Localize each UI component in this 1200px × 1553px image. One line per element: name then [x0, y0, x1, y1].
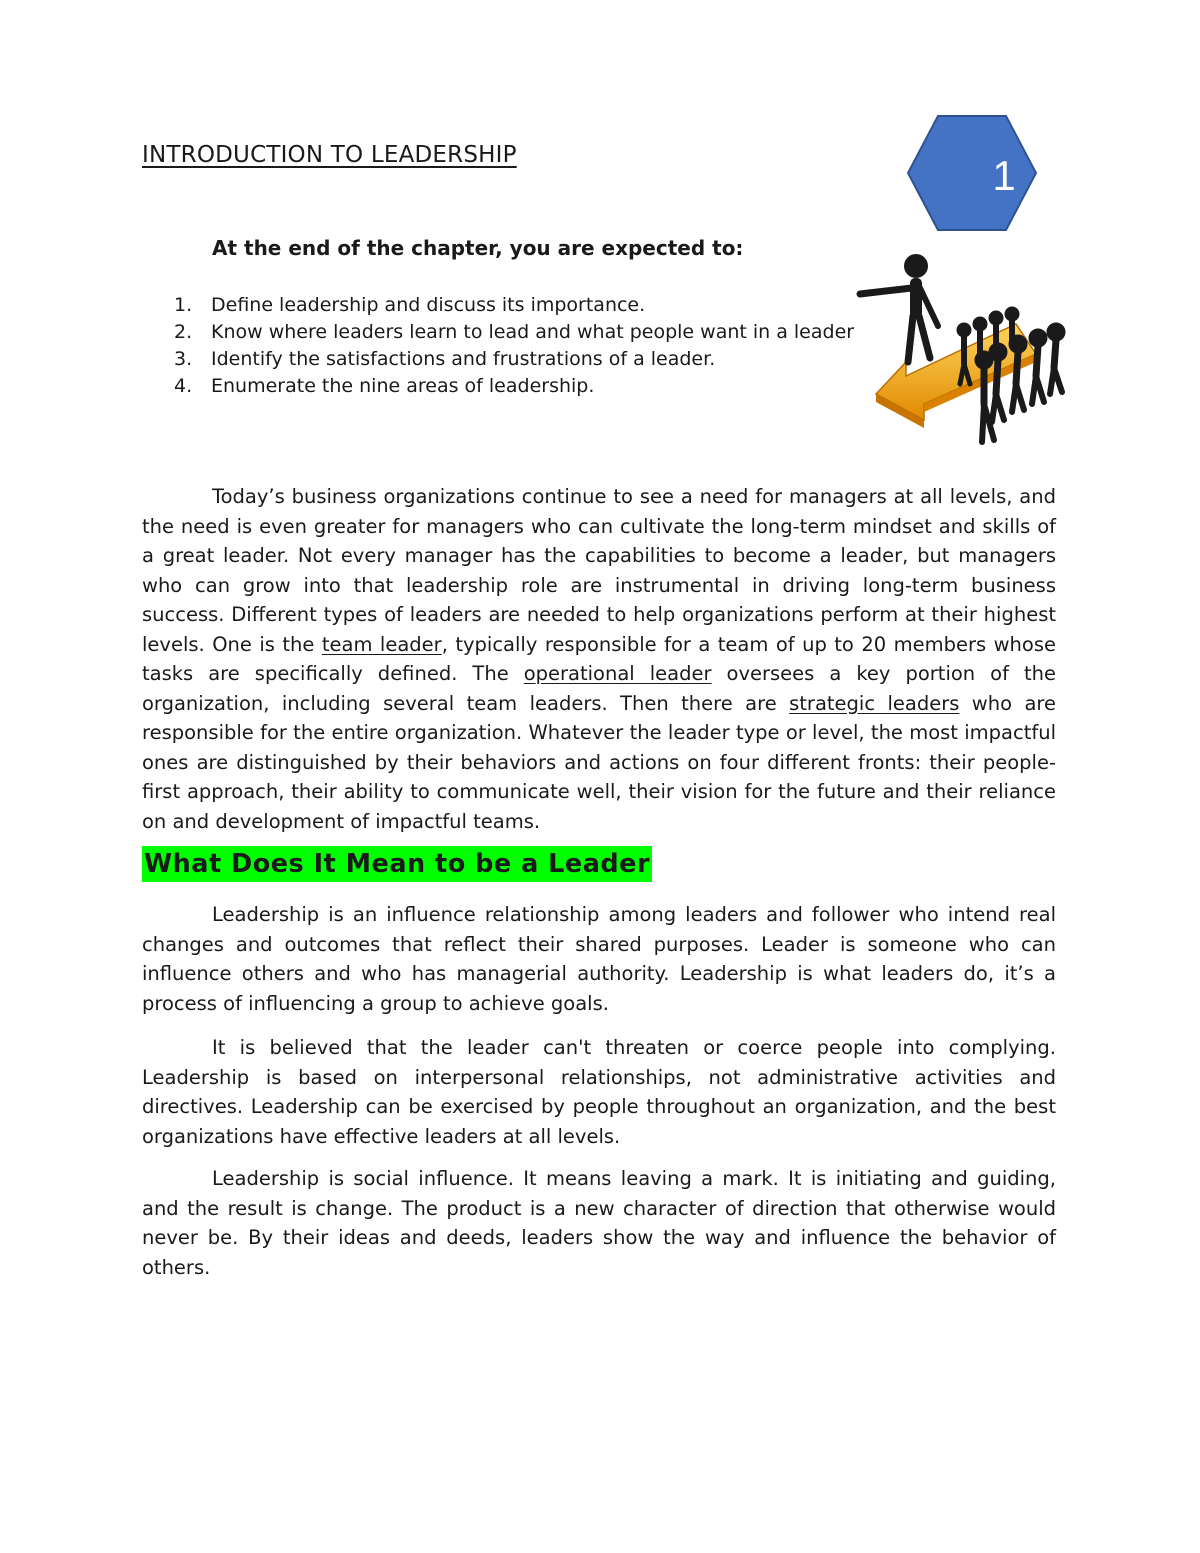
- paragraph-text: It is believed that the leader can't threaten or coerce people into complying. Leadership is based on interpersonal relationships, not administrative activities and directives. Leadership can be exercised by people throughout an organization, and the best organizations have effective leaders at all levels.: [142, 1036, 1056, 1148]
- term-operational-leader: operational leader: [523, 662, 712, 685]
- intro-text-2: , typically responsible for a team of up to 20 members whose tasks are specifically defined. The: [142, 632, 1056, 685]
- list-item-number: 3.: [174, 348, 193, 370]
- intro-text-4: who are responsible for the entire organization. Whatever the leader type or level, the most impactful ones are distinguished by their behaviors and actions on four different fronts: their people-first approach, their ability to communicate well, their vision for the future and their reliance on and development of impactful teams.: [142, 691, 1056, 833]
- body-paragraph: [142, 1164, 1056, 1282]
- chapter-number: 1: [992, 152, 1016, 199]
- intro-paragraph: [142, 482, 1056, 836]
- list-item-text: Know where leaders learn to lead and what people want in a leader: [211, 321, 855, 343]
- list-item-text: Enumerate the nine areas of leadership.: [211, 375, 595, 397]
- term-strategic-leaders: strategic leaders: [789, 691, 960, 715]
- list-item: [174, 346, 934, 373]
- list-item-number: 4.: [174, 375, 193, 397]
- leader-with-followers-arrow-icon: [846, 244, 1070, 452]
- page-title: INTRODUCTION TO LEADERSHIP: [142, 142, 517, 168]
- body-paragraph: [142, 900, 1056, 1018]
- list-item-text: Define leadership and discuss its importance.: [211, 294, 646, 316]
- paragraph-text: Leadership is social influence. It means leaving a mark. It is initiating and guiding, and the result is change. The product is a new character of direction that otherwise would never be. By their ideas and deeds, leaders show the way and influence the behavior of others.: [142, 1167, 1056, 1279]
- objectives-list: [174, 292, 934, 400]
- list-item-text: Identify the satisfactions and frustrations of a leader.: [211, 348, 716, 370]
- objectives-heading: At the end of the chapter, you are expected to:: [212, 236, 744, 260]
- list-item: [174, 373, 934, 400]
- hexagon-icon: [904, 114, 1040, 232]
- term-team-leader: team leader: [321, 632, 442, 656]
- list-item: [174, 319, 934, 346]
- paragraph-text: Leadership is an influence relationship among leaders and follower who intend real changes and outcomes that reflect their shared purposes. Leader is someone who can influence others and who has managerial authority. Leadership is what leaders do, it’s a process of influencing a group to achieve goals.: [142, 903, 1056, 1015]
- list-item-number: 1.: [174, 294, 193, 316]
- list-item-number: 2.: [174, 321, 193, 343]
- section-heading: What Does It Mean to be a Leader: [142, 846, 652, 882]
- body-paragraph: [142, 1033, 1056, 1151]
- intro-text-1: Today’s business organizations continue to see a need for managers at all levels, and the need is even greater for managers who can cultivate the long-term mindset and skills of a great leader. Not every manager has the capabilities to become a leader, but managers who can grow into that leadership role are instrumental in driving long-term business success. Different types of leaders are needed to help organizations perform at their highest levels. One is the: [142, 485, 1056, 656]
- list-item: [174, 292, 934, 319]
- intro-text-3: oversees a key portion of the organization, including several team leaders. Then there are: [142, 662, 1056, 715]
